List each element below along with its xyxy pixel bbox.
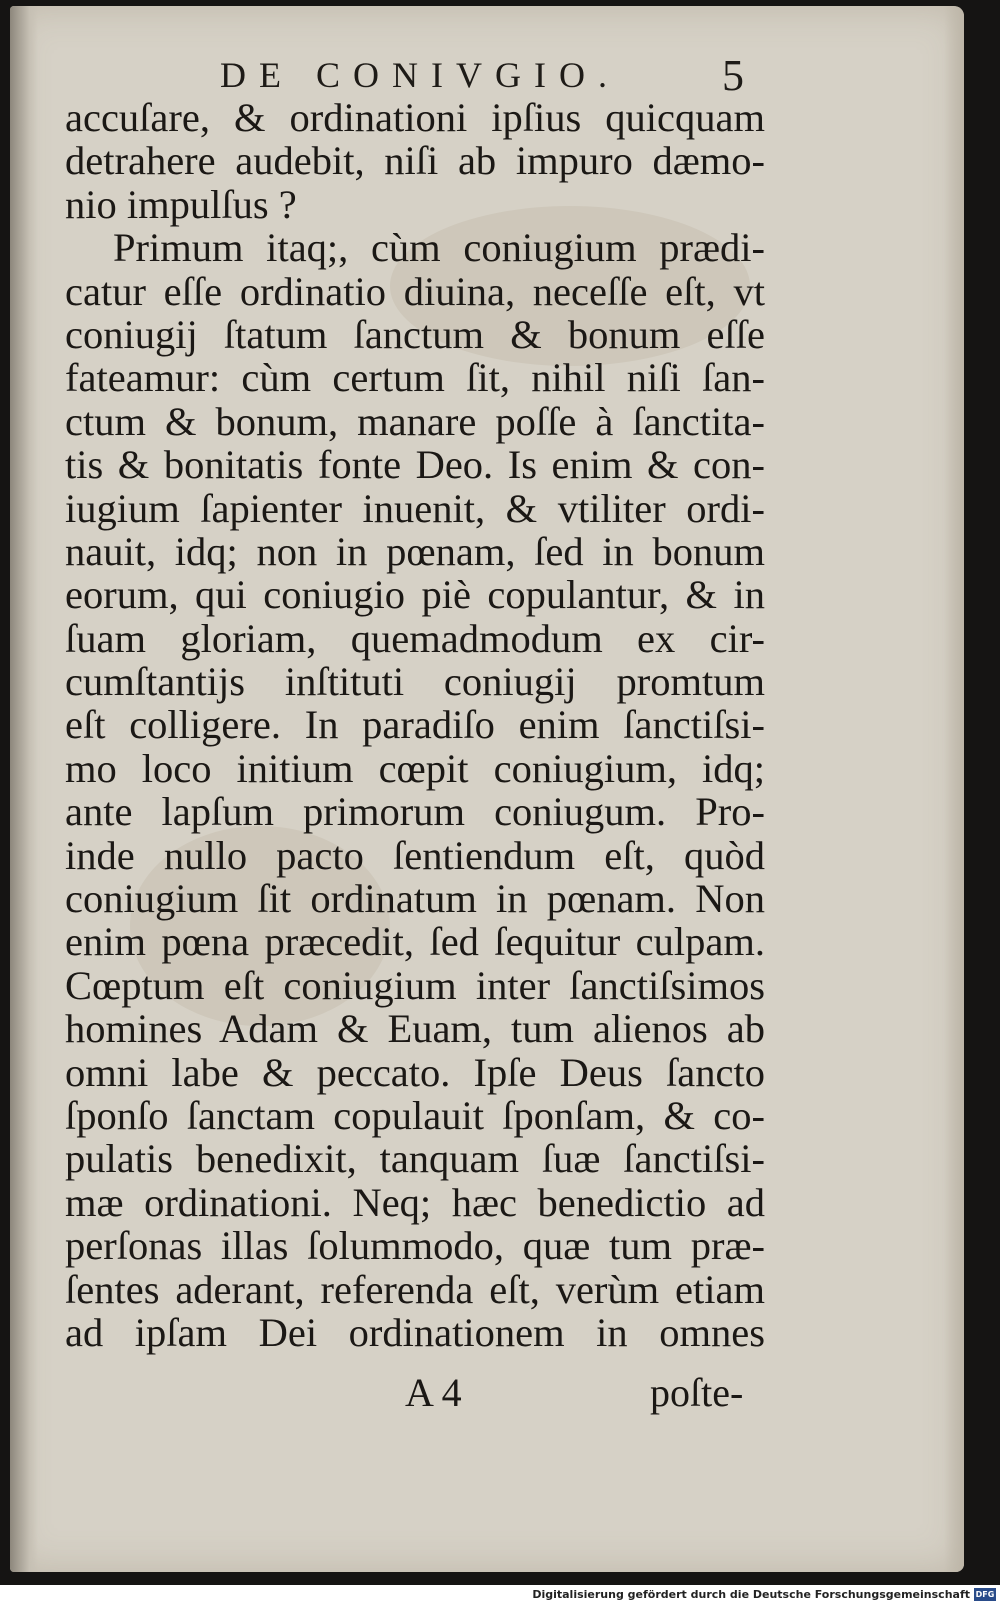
text-line: inde nullo pacto ſentiendum eſt, quòd (65, 832, 765, 878)
body-text (65, 96, 765, 1354)
text-line: eorum, qui coniugio piè copulantur, & in (65, 572, 765, 618)
text-line: iugium ſapienter inuenit, & vtiliter ordi- (65, 485, 765, 531)
text-line: Primum itaq;, cùm coniugium prædi- (113, 225, 765, 271)
signature-mark: A 4 (405, 1370, 462, 1415)
text-line: ſuam gloriam, quemadmodum ex cir- (65, 615, 765, 661)
text-line: mo loco initium cœpit coniugium, idq; (65, 745, 765, 791)
page-number: 5 (722, 51, 744, 100)
text-line: ſentes aderant, referenda eſt, verùm etiam (65, 1266, 765, 1312)
dfg-logo: DFG (975, 1590, 995, 1599)
text-line: pulatis benedixit, tanquam ſuæ ſanctiſsi- (65, 1136, 765, 1182)
text-line: catur eſſe ordinatio diuina, neceſſe eſt, vt (65, 268, 765, 314)
text-line: mæ ordinationi. Neq; hæc benedictio ad (65, 1179, 765, 1225)
text-line: ante lapſum primorum coniugum. Pro- (65, 789, 765, 835)
text-line: ad ipſam Dei ordinationem in omnes (65, 1309, 765, 1355)
text-line: coniugij ſtatum ſanctum & bonum eſſe (65, 311, 765, 357)
text-line: fateamur: cùm certum ſit, nihil niſi ſan- (65, 355, 765, 401)
text-line: nio impulſus ? (65, 181, 297, 227)
text-line: ſponſo ſanctam copulauit ſponſam, & co- (65, 1092, 765, 1138)
text-line: homines Adam & Euam, tum alienos ab (65, 1006, 765, 1052)
text-line: enim pœna præcedit, ſed ſequitur culpam. (65, 919, 765, 965)
catchword: poſte- (650, 1370, 744, 1415)
text-line: cumſtantijs inſtituti coniugij promtum (65, 659, 765, 705)
text-line: perſonas illas ſolummodo, quæ tum præ- (65, 1223, 765, 1269)
text-line: tis & bonitatis fonte Deo. Is enim & con- (65, 442, 765, 488)
page-gutter (10, 6, 38, 1572)
book-page (10, 6, 964, 1572)
text-line: Cœptum eſt coniugium inter ſanctiſsimos (65, 962, 765, 1008)
running-head: DE CONIVGIO. (220, 55, 620, 95)
text-line: coniugium ſit ordinatum in pœnam. Non (65, 876, 765, 922)
text-line: detrahere audebit, niſi ab impuro dæmo- (65, 138, 765, 184)
text-line: ctum & bonum, manare poſſe à ſanctita- (65, 398, 765, 444)
digitization-credit: Digitalisierung gefördert durch die Deutsche Forschungsgemeinschaft (532, 1588, 970, 1601)
page-edge (944, 6, 964, 1572)
text-line: accuſare, & ordinationi ipſius quicquam (65, 95, 765, 140)
text-line: nauit, idq; non in pœnam, ſed in bonum (65, 528, 765, 574)
text-line: eſt colligere. In paradiſo enim ſanctiſsi- (65, 702, 765, 748)
digitization-credit-bar (0, 1585, 1000, 1605)
text-line: omni labe & peccato. Ipſe Deus ſancto (65, 1049, 765, 1095)
